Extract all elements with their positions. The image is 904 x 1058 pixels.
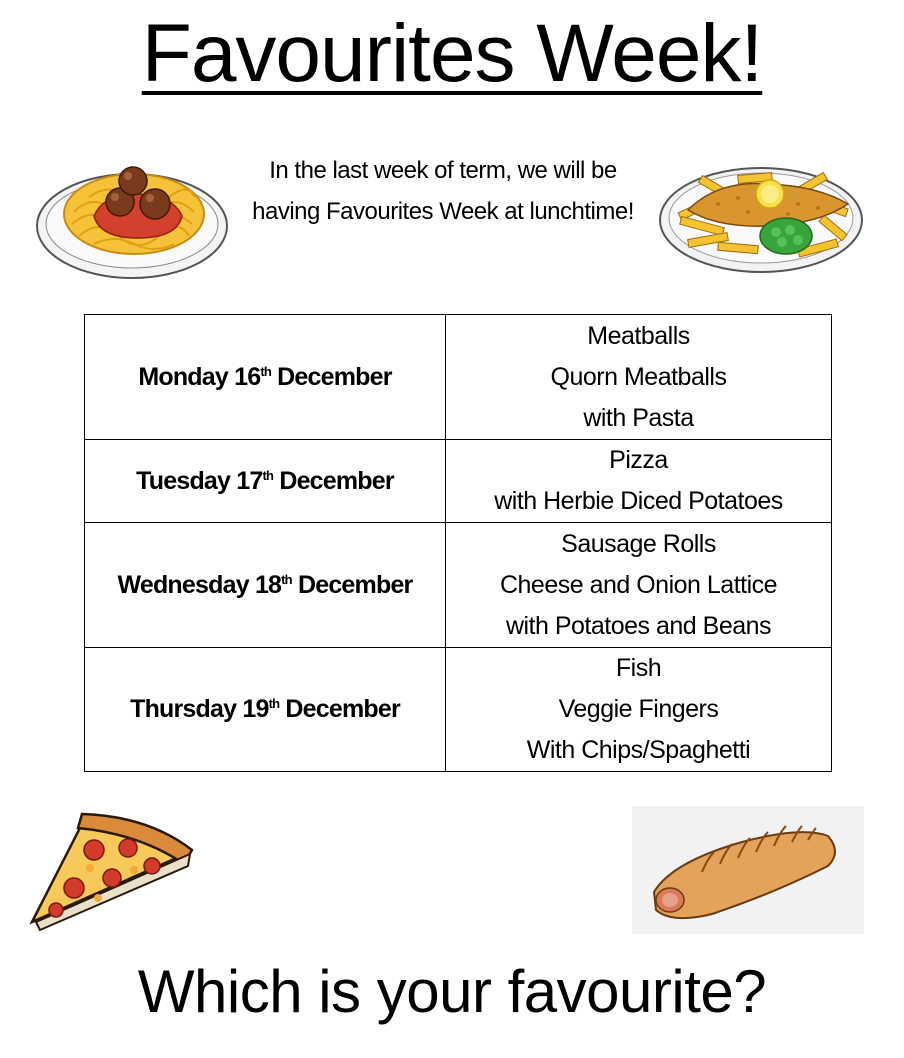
spaghetti-meatballs-image (34, 152, 230, 282)
dish-item: Meatballs (587, 321, 690, 350)
day-cell: Monday 16th December (85, 315, 446, 440)
fish-and-chips-image (658, 154, 864, 276)
dish-item: with Herbie Diced Potatoes (494, 487, 783, 515)
lunch-menu-table (84, 314, 832, 772)
day-cell: Tuesday 17th December (85, 440, 446, 523)
dish-item: Pizza (609, 446, 668, 474)
dish-item: with Potatoes and Beans (505, 611, 772, 640)
dish-item: With Chips/Spaghetti (526, 736, 751, 764)
table-row (85, 440, 832, 523)
sausage-roll-image (632, 806, 864, 934)
table-row (85, 648, 832, 772)
dish-item: Veggie Fingers (558, 695, 719, 723)
footer-question: Which is your favourite? (137, 958, 767, 1025)
page-title: Favourites Week! (141, 8, 763, 99)
dishes-cell (446, 315, 832, 440)
dishes-cell (446, 440, 832, 523)
dish-item: Fish (615, 654, 662, 682)
table-row (85, 315, 832, 440)
dish-item: Sausage Rolls (561, 529, 716, 558)
day-cell: Thursday 19th December (85, 648, 446, 772)
dishes-cell (446, 523, 832, 648)
intro-text: In the last week of term, we will be having Favourites Week at lunchtime! (252, 157, 634, 225)
dish-item: Cheese and Onion Lattice (499, 570, 778, 599)
dish-item: Quorn Meatballs (550, 362, 727, 391)
dish-item: with Pasta (583, 403, 694, 432)
pizza-slice-image (16, 806, 210, 934)
day-cell: Wednesday 18th December (85, 523, 446, 648)
dishes-cell (446, 648, 832, 772)
table-row (85, 523, 832, 648)
